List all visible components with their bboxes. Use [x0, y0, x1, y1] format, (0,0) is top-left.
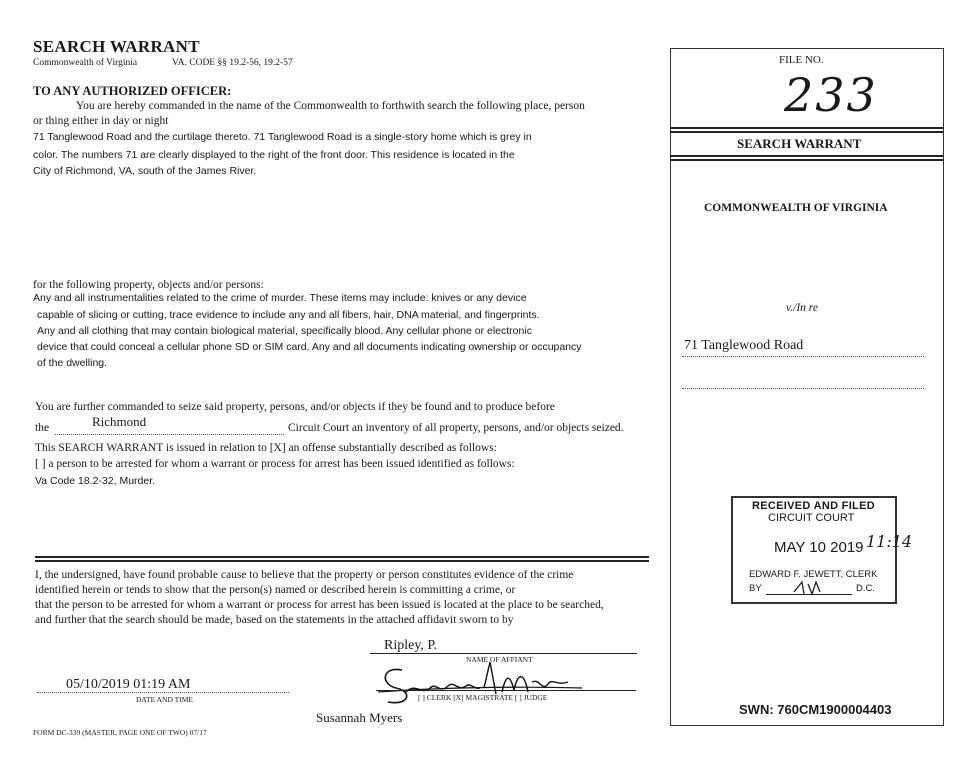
command-heading: TO ANY AUTHORIZED OFFICER:	[33, 84, 232, 98]
property-line: device that could conceal a cellular phone SD or SIM card. Any and all documents indicating ownership or occupancy	[37, 341, 582, 353]
swn-number: SWN: 760CM1900004403	[739, 702, 892, 717]
place-line: 71 Tanglewood Road and the curtilage thereto. 71 Tanglewood Road is a single-story home which is grey in	[33, 131, 532, 143]
panel-divider	[670, 127, 943, 129]
cert-line: identified herein or tends to show that the person(s) named or described herein is committing a crime, or	[35, 584, 516, 596]
stamp-line-2: CIRCUIT COURT	[768, 512, 855, 524]
affiant-label: NAME OF AFFIANT	[466, 655, 533, 664]
clerk-initials-icon	[790, 578, 830, 598]
place-line: City of Richmond, VA, south of the James River.	[33, 165, 257, 177]
panel-in-re: v./In re	[786, 302, 818, 314]
seize-the-label: the	[35, 422, 50, 434]
seize-line-1: You are further commanded to seize said property, persons, and/or objects if they be found and to produce before	[35, 401, 555, 413]
jurisdiction: Commonwealth of Virginia	[33, 58, 138, 68]
cert-line: I, the undersigned, have found probable cause to believe that the property or person constitutes evidence of the crime	[35, 569, 574, 581]
place-line: color. The numbers 71 are clearly displayed to the right of the front door. This residence is located in the	[33, 149, 515, 161]
panel-divider	[670, 155, 943, 157]
cert-line: and further that the search should be made, based on the statements in the attached affidavit sworn to by	[35, 614, 514, 626]
stamp-clerk: EDWARD F. JEWETT, CLERK	[749, 569, 878, 580]
command-line-2: or thing either in day or night	[33, 115, 169, 127]
stamp-line-1: RECEIVED AND FILED	[752, 500, 875, 512]
datetime-label: DATE AND TIME	[136, 695, 193, 704]
stamp-dc: D.C.	[856, 583, 875, 594]
arrest-line: [ ] a person to be arrested for whom a warrant or process for arrest has been issued identified as follows:	[35, 458, 515, 470]
court-name: Richmond	[92, 414, 147, 429]
property-line: Any and all instrumentalities related to the crime of murder. These items may include: knives or any device	[33, 292, 527, 304]
divider	[35, 560, 649, 562]
stamp-by: BY	[749, 583, 762, 594]
signer-name: Susannah Myers	[316, 710, 403, 725]
file-no-label: FILE NO.	[779, 54, 824, 66]
form-title: SEARCH WARRANT	[33, 37, 200, 56]
va-code: VA. CODE §§ 19.2-56, 19.2-57	[172, 58, 293, 68]
divider	[35, 556, 649, 558]
offense-line: Va Code 18.2-32, Murder.	[35, 475, 156, 487]
datetime-value: 05/10/2019 01:19 AM	[66, 677, 191, 692]
stamp-time: 11:14	[866, 532, 913, 551]
panel-divider	[670, 159, 943, 161]
panel-commonwealth: COMMONWEALTH OF VIRGINIA	[704, 202, 888, 214]
command-line-1: You are hereby commanded in the name of the Commonwealth to forthwith search the following place, person	[76, 100, 585, 112]
stamp-date: MAY 10 2019	[774, 539, 864, 556]
form-number: FORM DC-339 (MASTER, PAGE ONE OF TWO) 07/17	[33, 728, 207, 737]
property-heading: for the following property, objects and/or persons:	[33, 279, 264, 291]
property-line: capable of slicing or cutting, trace evidence to include any and all fibers, hair, DNA material, and fingerprints.	[37, 309, 540, 321]
panel-address: 71 Tanglewood Road	[684, 338, 804, 353]
property-line: Any and all clothing that may contain biological material, specifically blood. Any cellular phone or electronic	[37, 325, 532, 337]
cert-line: that the person to be arrested for whom a warrant or process for arrest has been issued is located at the place to be searched,	[35, 599, 604, 611]
panel-warrant-title: SEARCH WARRANT	[737, 136, 862, 151]
panel-divider	[670, 131, 943, 133]
relation-line: This SEARCH WARRANT is issued in relation to [X] an offense substantially described as follows:	[35, 442, 497, 454]
signer-roles: [ ] CLERK [X] MAGISTRATE [ ] JUDGE	[418, 693, 548, 702]
property-line: of the dwelling.	[37, 357, 108, 369]
seize-line-2: Circuit Court an inventory of all property, persons, and/or objects seized.	[288, 422, 624, 434]
affiant-name: Ripley, P.	[384, 638, 438, 653]
signature-line	[376, 690, 636, 691]
file-no-value: 233	[784, 68, 878, 122]
